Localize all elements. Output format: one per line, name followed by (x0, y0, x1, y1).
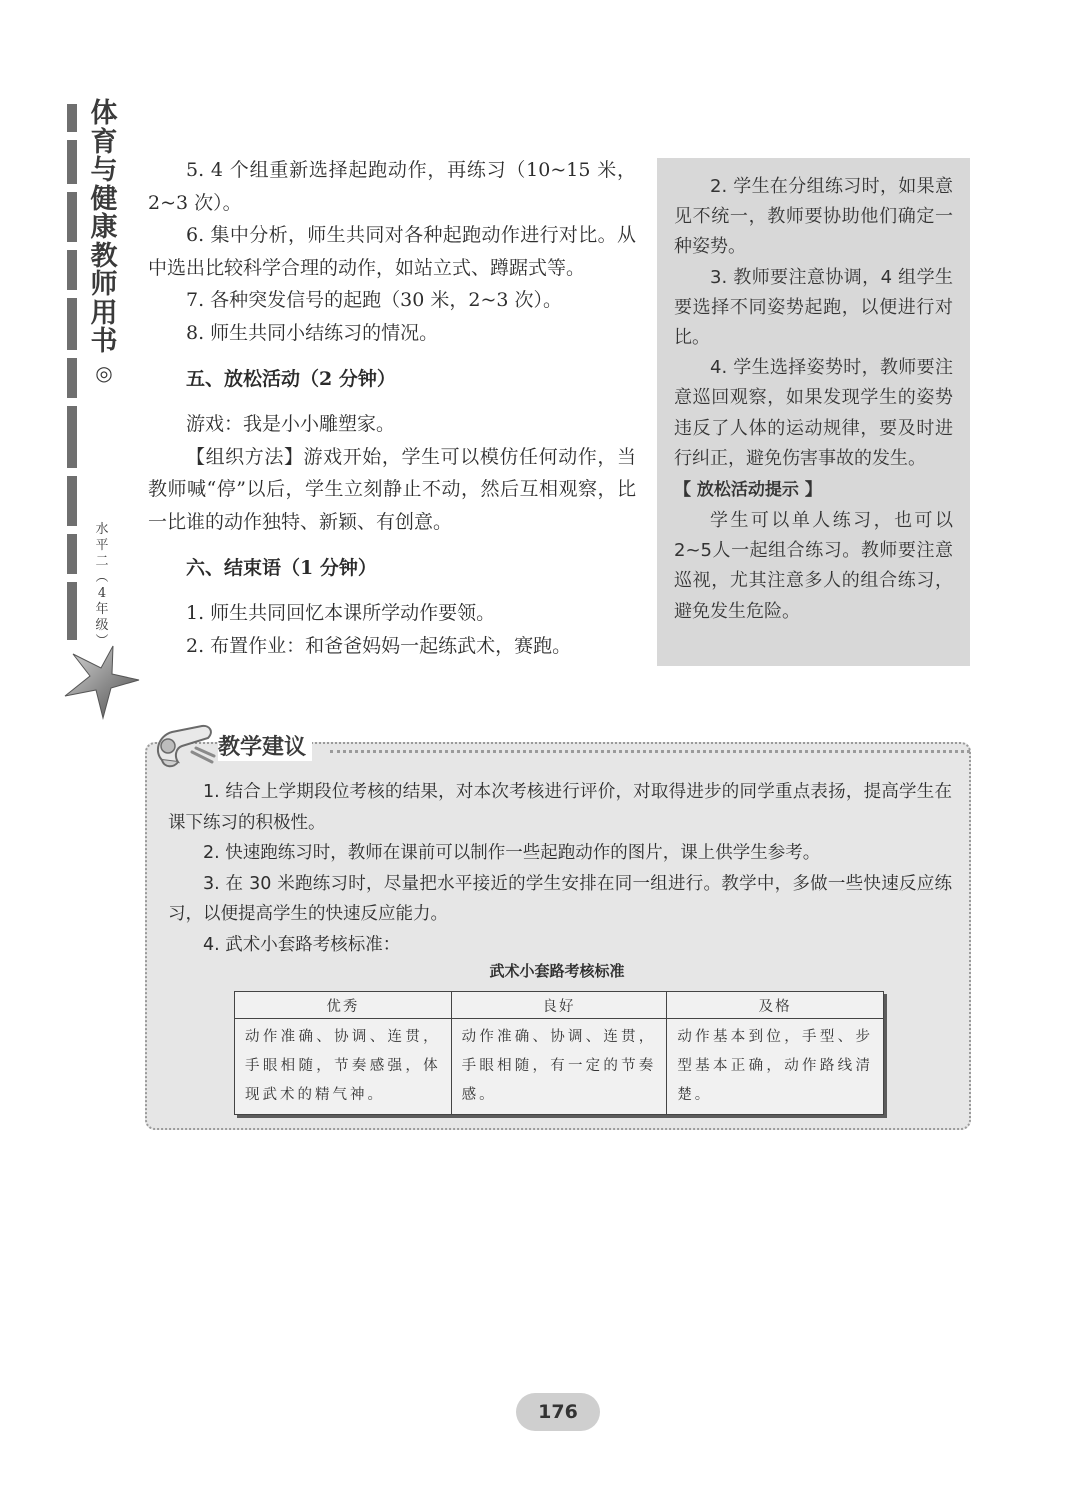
lesson-body (148, 154, 636, 662)
relax-tips-text: 学生可以单人练习，也可以2~5人一起组合练习。教师要注意巡视，尤其注意多人的组合练习，避免发生危险。 (674, 510, 953, 622)
suggestion-1: 1. 结合上学期段位考核的结果，对本次考核进行评价，对取得进步的同学重点表扬，提高学生在课下练习的积极性。 (168, 782, 952, 833)
step-7: 7. 各种突发信号的起跑（30 米，2~3 次）。 (186, 289, 563, 311)
level-char: 平 (95, 538, 109, 553)
book-title-char: 体 (90, 98, 118, 129)
cell-excellent: 动作准确、协调、连贯，手眼相随，节奏感强，体现武术的精气神。 (235, 1019, 452, 1115)
step-6: 6. 集中分析，师生共同对各种起跑动作进行对比。从中选出比较科学合理的动作，如站立式、蹲踞式等。 (148, 224, 636, 279)
book-title-vertical (86, 100, 122, 387)
book-title-char: 健 (90, 183, 118, 215)
table-row (235, 1019, 884, 1115)
spine-decoration-bars (67, 104, 77, 640)
header-pass: 及格 (667, 992, 884, 1019)
level-char: ︵ (95, 570, 109, 585)
step-8: 8. 师生共同小结练习的情况。 (186, 321, 439, 344)
book-title-char: 师 (90, 269, 118, 300)
teaching-suggestion-header (148, 722, 970, 766)
suggestion-4: 4. 武术小套路考核标准： (203, 934, 401, 955)
grade-level-vertical (92, 522, 112, 650)
level-char: 二 (95, 554, 109, 569)
section-relax-heading: 五、放松活动（2 分钟） (186, 368, 396, 390)
closing-item-1: 1. 师生共同回忆本课所学动作要领。 (186, 602, 496, 624)
book-title-char: 育 (90, 126, 118, 158)
book-title-char: 教 (90, 240, 118, 272)
teacher-notes-sidebar (657, 158, 970, 666)
book-title-char: 康 (90, 212, 118, 243)
page-number: 176 (516, 1393, 600, 1431)
level-char: 年 (95, 602, 109, 617)
book-title-char: 与 (90, 155, 118, 186)
section-closing-heading: 六、结束语（1 分钟） (186, 557, 377, 579)
book-title-char: 用 (90, 297, 118, 329)
book-title-char: 书 (90, 326, 118, 357)
scroll-icon (148, 722, 218, 772)
header-excellent: 优秀 (235, 992, 452, 1019)
note-3: 3. 教师要注意协调，4 组学生要选择不同姿势起跑，以便进行对比。 (674, 266, 953, 349)
note-2: 2. 学生在分组练习时，如果意见不统一，教师要协助他们确定一种姿势。 (674, 176, 953, 258)
circle-mark: ◎ (95, 360, 113, 385)
assessment-standard-table (234, 991, 884, 1115)
note-4: 4. 学生选择姿势时，教师要注意巡回观察，如果发现学生的姿势违反了人体的运动规律，要及时进行纠正，避免伤害事故的发生。 (674, 357, 953, 469)
table-header-row (235, 992, 884, 1019)
teaching-suggestion-title: 教学建议 (218, 730, 312, 761)
organize-method: 【组织方法】游戏开始，学生可以模仿任何动作，当教师喊“停”以后，学生立刻静止不动，然后互相观察，比一比谁的动作独特、新颖、有创意。 (148, 445, 636, 533)
level-char: 水 (95, 522, 109, 537)
game-line: 游戏：我是小小雕塑家。 (186, 413, 396, 435)
level-char: 4 (97, 586, 107, 601)
teaching-suggestion-content (168, 777, 952, 960)
suggestion-3: 3. 在 30 米跑练习时，尽量把水平接近的学生安排在同一组进行。教学中，多做一些快速反应练习，以便提高学生的快速反应能力。 (168, 873, 952, 924)
star-icon (63, 644, 141, 720)
level-char: ︶ (95, 634, 109, 649)
header-dotted-rule (330, 750, 970, 753)
cell-good: 动作准确、协调、连贯，手眼相随，有一定的节奏感。 (451, 1019, 667, 1115)
closing-item-2: 2. 布置作业：和爸爸妈妈一起练武术，赛跑。 (186, 634, 572, 657)
header-good: 良好 (451, 992, 667, 1019)
level-char: 级 (95, 618, 109, 633)
step-5: 5. 4 个组重新选择起跑动作，再练习（10~15 米，2~3 次）。 (148, 159, 636, 214)
suggestion-2: 2. 快速跑练习时，教师在课前可以制作一些起跑动作的图片，课上供学生参考。 (203, 843, 821, 863)
relax-tips-heading: 【 放松活动提示 】 (674, 480, 822, 501)
standard-table-title: 武术小套路考核标准 (489, 962, 625, 980)
cell-pass: 动作基本到位，手型、步型基本正确，动作路线清楚。 (667, 1019, 884, 1115)
